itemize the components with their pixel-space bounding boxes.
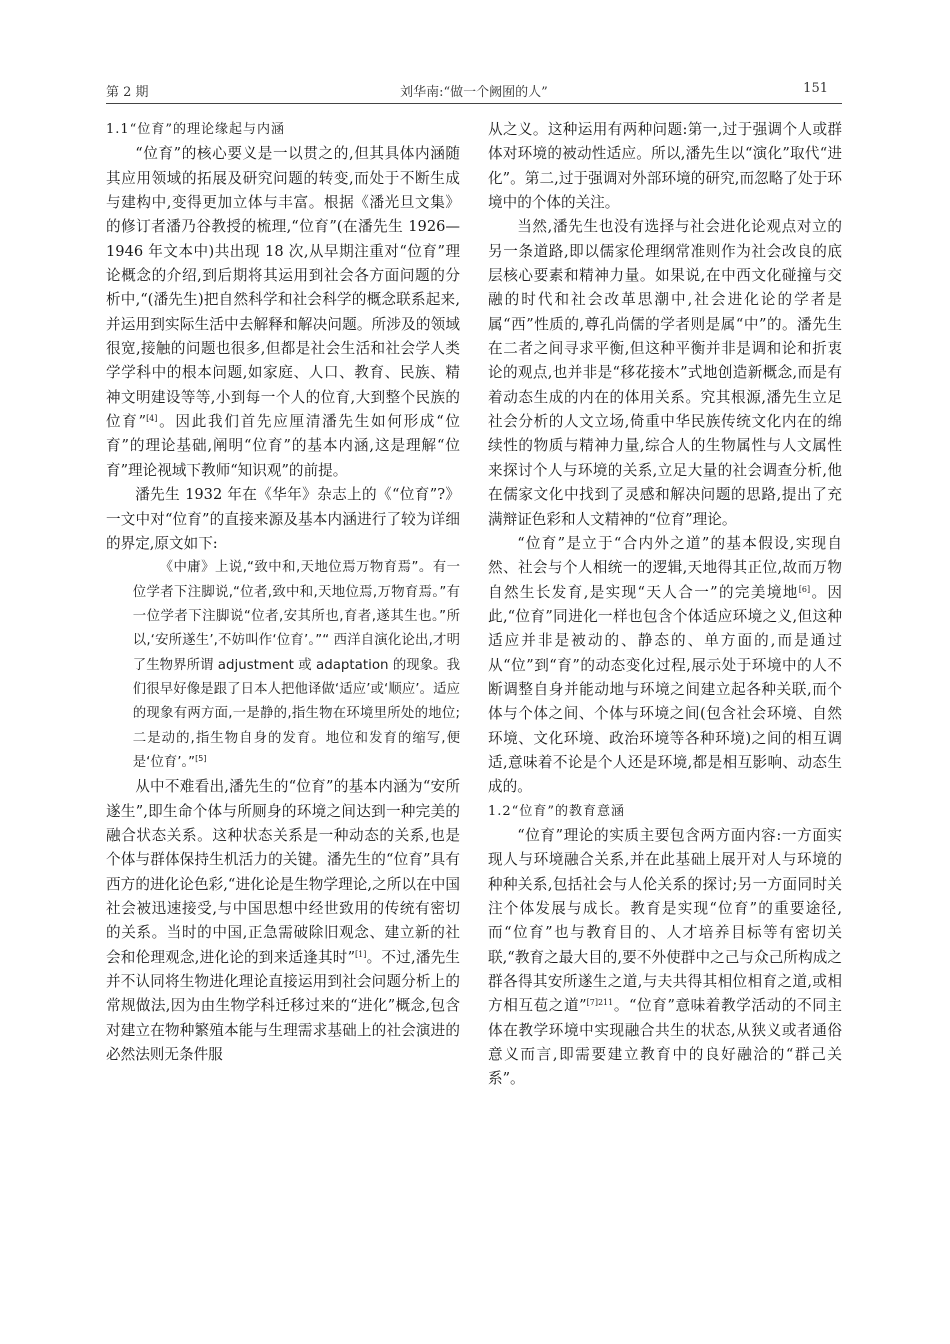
paragraph-text: “位育”理论的实质主要包含两方面内容:一方面实现人与环境融合关系,并在此基础上展开对人与环境的种种关系,包括社会与人伦关系的探讨;另一方面同时关注个体发展与成长。教育是实现“位育”的重要途径,而“位育”也与教育目的、人才培养目标等有密切关联,“教育之最大目的,要不外使群中之己与众己所构成之群各得其安所遂生之道,与夫共得其相位相育之道,或相方相互苞之道” <box>488 826 842 1015</box>
citation-ref[interactable]: [1] <box>355 949 367 959</box>
block-quote <box>106 556 460 775</box>
paragraph-text: “位育”的核心要义是一以贯之的,但其具体内涵随其应用领域的拓展及研究问题的转变,而处于不断生成与建构中,变得更加立体与丰富。根据《潘光旦文集》的修订者潘乃谷教授的梳理,“位育”(在潘先生 1926—1946 年文本中)共出现 18 次,从早期注重对“位育”理论概念的介绍,到后期将其运用到社会各方面问题的分析中,“(潘先生)把自然科学和社会科学的概念联系起来,并运用到实际生活中去解释和解决问题。所涉及的领域很宽,接触的问题也很多,但都是社会生活和社会学人类学学科中的根本问题,如家庭、人口、教育、民族、精神文明建设等等,小到每一个人的位育,大到整个民族的位育” <box>106 145 460 431</box>
citation-ref[interactable]: [7]211 <box>586 998 614 1008</box>
paragraph: 当然,潘先生也没有选择与社会进化论观点对立的另一条道路,即以儒家伦理纲常准则作为社会改良的底层核心要素和精神力量。如果说,在中西文化碰撞与交融的时代和社会改革思潮中,社会进化论的学者是属“西”性质的,尊孔尚儒的学者则是属“中”的。潘先生在二者之间寻求平衡,但这种平衡并非是调和论和折衷论的观点,也并非是“移花接木”式地创造新概念,而是有着动态生成的内在的体用关系。究其根源,潘先生立足社会分析的人文立场,倚重中华民族传统文化内在的绵续性的物质与精神力量,综合人的生物属性与人文属性来探讨个人与环境的关系,立足大量的社会调查分析,他在儒家文化中找到了灵感和解决问题的思路,提出了充满辩证色彩和人文精神的“位育”理论。 <box>488 218 842 528</box>
quote-text: 《中庸》上说,“致中和,天地位焉万物育焉”。有一位学者下注脚说,“位者,致中和,天地位焉,万物育焉。”有一位学者下注脚说“位者,安其所也,育者,遂其生也。”所以,‘安所遂生’,不妨叫作‘位育’。”“ 西洋自演化论出,才明了生物界所谓 adjustment 或 adaptation 的现象。我们很早好像是跟了日本人把他译做‘适应’或‘顺应’。适应的现象有两方面,一是静的,指生物在环境里所处的地位;二是动的,指生物自身的发育。地位和发育的缩写,便是‘位育’。” <box>132 560 460 770</box>
citation-ref[interactable]: [4] <box>146 414 158 424</box>
paragraph-text: “位育”是立于“合内外之道”的基本假设,实现自然、社会与个人相统一的逻辑,天地得其正位,故而万物自然生长发育,是实现“天人合一”的完美境地 <box>488 534 842 601</box>
paragraph <box>106 775 460 1067</box>
paragraph-continued: 从之义。这种运用有两种问题:第一,过于强调个人或群体对环境的被动性适应。所以,潘先生以“演化”取代“进化”。第二,过于强调对外部环境的研究,而忽略了处于环境中的个体的关注。 <box>488 121 842 212</box>
paragraph-text: 。不过,潘先生并不认同将生物进化理论直接运用到社会问题分析上的常规做法,因为由生物学科迁移过来的“进化”概念,包含对建立在物种繁殖本能与生理需求基础上的社会演进的必然法则无条件服 <box>106 948 461 1064</box>
page-number: 151 <box>803 81 828 96</box>
citation-ref[interactable]: [6] <box>798 584 811 594</box>
paragraph-text: 。因此我们首先应厘清潘先生如何形成“位育”的理论基础,阐明“位育”的基本内涵,这是理解“位育”理论视域下教师“知识观”的前提。 <box>106 413 460 479</box>
running-header <box>106 78 842 102</box>
issue-number: 第 2 期 <box>106 85 149 100</box>
paragraph-text: 。因此,“位育”同进化一样也包含个体适应环境之义,但这种适应并非是被动的、静态的、单方面的,而是通过从“位”到“育”的动态变化过程,展示处于环境中的人不断调整自身并能动地与环境之间建立起各种关联,而个体与个体之间、个体与环境之间(包含社会环境、自然环境、文化环境、政治环境等各种环境)之间的相互调适,意味着不论是个人还是环境,都是相互影响、动态生成的。 <box>488 583 842 796</box>
paragraph: 潘先生 1932 年在《华年》杂志上的《“位育”?》一文中对“位育”的直接来源及基本内涵进行了较为详细的界定,原文如下: <box>106 486 460 552</box>
running-title: 刘华南:“做一个阙囿的人” <box>400 85 548 100</box>
citation-ref[interactable]: [5] <box>195 753 207 763</box>
paragraph <box>488 824 842 1092</box>
paragraph-text: 。“位育”意味着教学活动的不同主体在教学环境中实现融合共生的状态,从狭义或者通俗意义而言,即需要建立教育中的良好融洽的“群己关系”。 <box>488 997 842 1088</box>
paragraph <box>488 532 842 800</box>
paragraph-text: 从中不难看出,潘先生的“位育”的基本内涵为“安所遂生”,即生命个体与所厕身的环境之间达到一种完美的融合状态关系。这种状态关系是一种动态的关系,也是个体与群体保持生机活力的关键。潘先生的“位育”具有西方的进化论色彩,“进化论是生物学理论,之所以在中国社会被迅速接受,与中国思想中经世致用的传统有密切的关系。当时的中国,正急需破除旧观念、建立新的社会和伦理观念,进化论的到来适逢其时” <box>106 778 460 966</box>
header-rule <box>106 103 842 104</box>
right-column <box>488 118 842 1092</box>
section-heading-1-1: 1.1“位育”的理论缘起与内涵 <box>106 122 285 137</box>
section-heading-1-2: 1.2“位育”的教育意涵 <box>488 803 625 819</box>
paragraph <box>106 142 460 483</box>
left-column <box>106 118 460 1067</box>
